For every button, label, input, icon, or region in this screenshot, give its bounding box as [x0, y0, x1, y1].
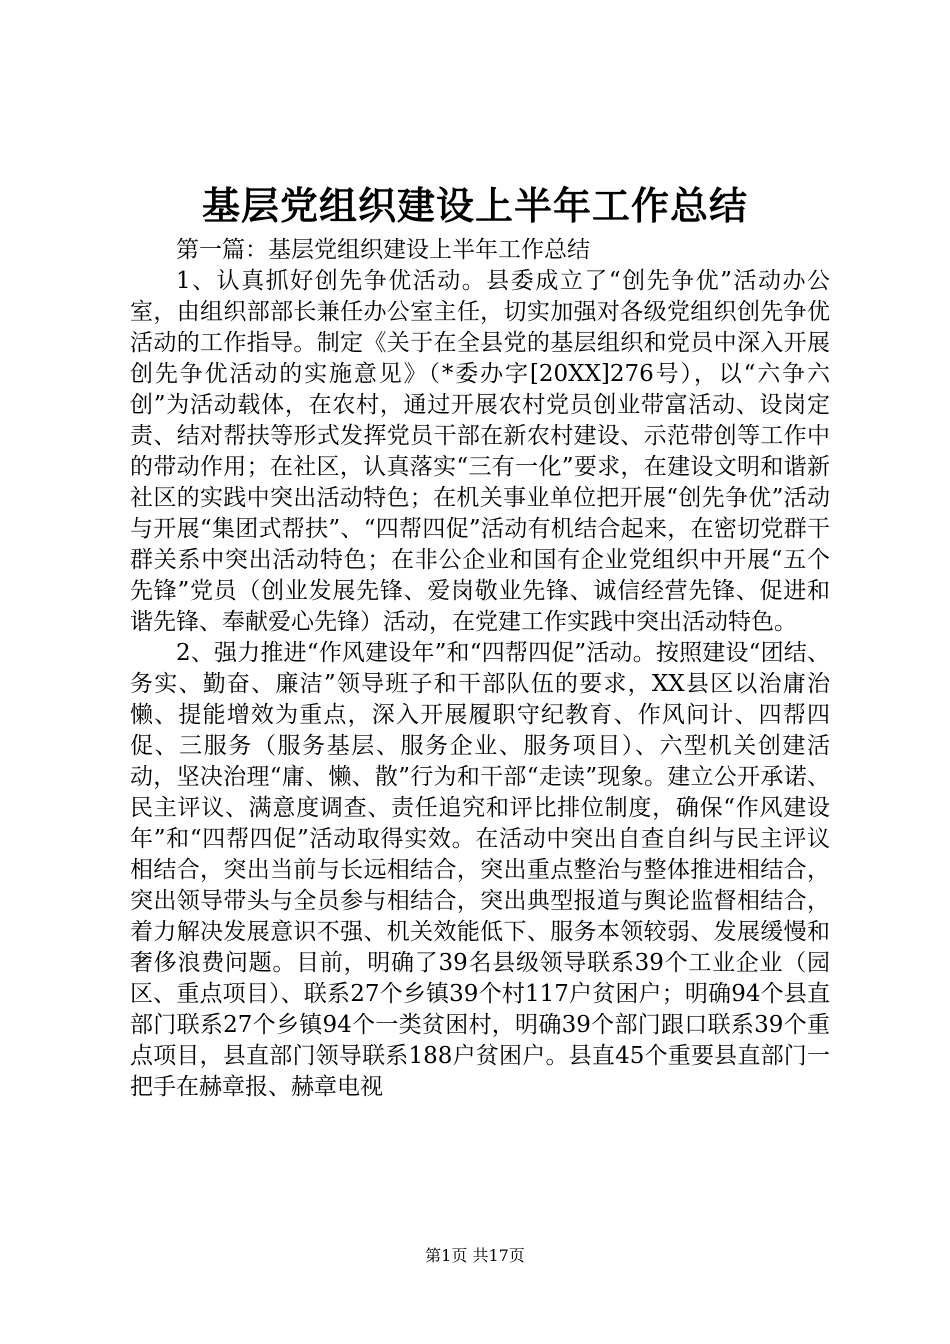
section-heading: 第一篇：基层党组织建设上半年工作总结 — [176, 237, 590, 263]
document-title: 基层党组织建设上半年工作总结 — [201, 183, 748, 228]
document-body — [130, 235, 830, 1103]
paragraph-2: 2、强力推进“作风建设年”和“四帮四促”活动。按照建设“团结、务实、勤奋、廉洁”领导班子和干部队伍的要求，XX县区以治庸治懒、提能增效为重点，深入开展履职守纪教育、作风问计、四帮四促、三服务（服务基层、服务企业、服务项目）、六型机关创建活动，坚决治理“庸、懒、散”行为和干部“走读”现象。建立公开承诺、民主评议、满意度调查、责任追究和评比排位制度，确保“作风建设年”和“四帮四促”活动取得实效。在活动中突出自查自纠与民主评议相结合，突出当前与长远相结合，突出重点整治与整体推进相结合，突出领导带头与全员参与相结合，突出典型报道与舆论监督相结合，着力解决发展意识不强、机关效能低下、服务本领较弱、发展缓慢和奢侈浪费问题。目前，明确了39名县级领导联系39个工业企业（园区、重点项目）、联系27个乡镇39个村117户贫困户；明确94个县直部门联系27个乡镇94个一类贫困村，明确39个部门跟口联系39个重点项目，县直部门领导联系188户贫困户。县直45个重要县直部门一把手在赫章报、赫章电视 — [130, 640, 830, 1100]
page-number-footer: 第1页 共17页 — [425, 1246, 525, 1265]
paragraph-1: 1、认真抓好创先争优活动。县委成立了“创先争优”活动办公室，由组织部部长兼任办公室主任，切实加强对各级党组织创先争优活动的工作指导。制定《关于在全县党的基层组织和党员中深入开展创先争优活动的实施意见》（*委办字[20XX]276号），以“六争六创”为活动载体，在农村，通过开展农村党员创业带富活动、设岗定责、结对帮扶等形式发挥党员干部在新农村建设、示范带创等工作中的带动作用；在社区，认真落实“三有一化”要求，在建设文明和谐新社区的实践中突出活动特色；在机关事业单位把开展“创先争优”活动与开展“集团式帮扶”、“四帮四促”活动有机结合起来，在密切党群干群关系中突出活动特色；在非公企业和国有企业党组织中开展“五个先锋”党员（创业发展先锋、爱岗敬业先锋、诚信经营先锋、促进和谐先锋、奉献爱心先锋）活动，在党建工作实践中突出活动特色。 — [130, 268, 830, 635]
